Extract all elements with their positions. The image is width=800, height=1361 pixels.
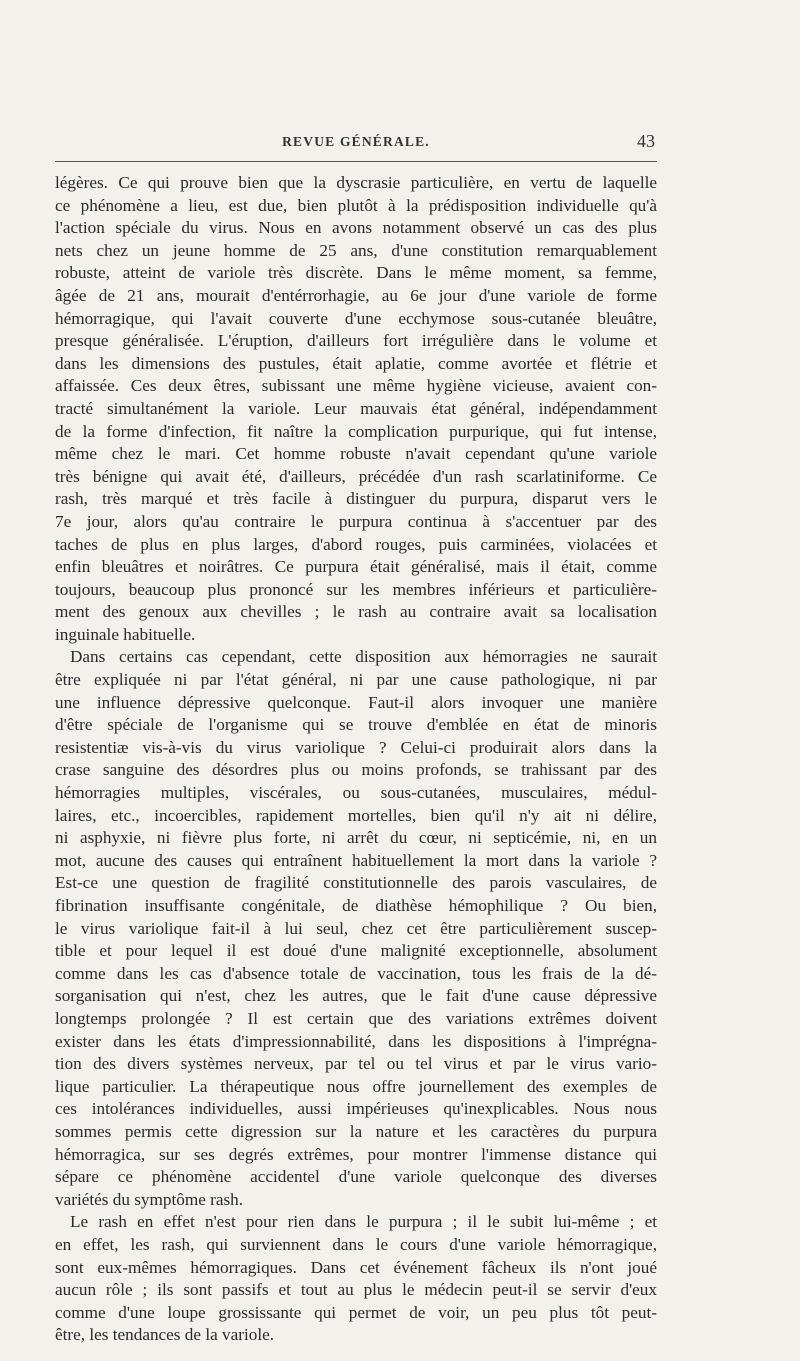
text-line: sommes permis cette digression sur la nature et les caractères du purpura — [55, 1121, 657, 1141]
text-line: même chez le mari. Cet homme robuste n'avait cependant qu'une variole — [55, 444, 657, 464]
text-line: sépare ce phénomène accidentel d'une variole quelconque des diverses — [55, 1167, 657, 1187]
text-line: robuste, atteint de variole très discrète. Dans le même moment, sa femme, — [55, 263, 657, 283]
text-line: variétés du symptôme rash. — [55, 1189, 244, 1209]
text-line: en effet, les rash, qui surviennent dans le cours d'une variole hémorragique, — [55, 1234, 657, 1254]
page-header — [55, 130, 657, 156]
text-line: âgée de 21 ans, mourait d'entérrorhagie, au 6e jour d'une variole de forme — [55, 285, 657, 305]
text-line: le virus variolique fait-il à lui seul, chez cet être particulièrement suscep- — [55, 918, 657, 938]
text-line: aucun rôle ; ils sont passifs et tout au plus le médecin peut-il se servir d'eux — [55, 1280, 657, 1300]
text-line: tion des divers systèmes nerveux, par tel ou tel virus et par le virus vario- — [55, 1054, 657, 1074]
text-line: comme dans les cas d'absence totale de vaccination, tous les frais de la dé- — [55, 963, 657, 983]
text-line: enfin bleuâtres et noirâtres. Ce purpura était généralisé, mais il était, comme — [55, 557, 657, 577]
text-line: être, les tendances de la variole. — [55, 1325, 275, 1345]
text-line: hémorragique, qui l'avait couverte d'une ecchymose sous-cutanée bleuâtre, — [55, 308, 657, 328]
header-rule — [55, 161, 657, 162]
text-line: ni asphyxie, ni fièvre plus forte, ni arrêt du cœur, ni septicémie, ni, en un — [55, 828, 657, 848]
text-line: affaissée. Ces deux êtres, subissant une même hygiène vicieuse, avaient con- — [55, 376, 657, 396]
body-text — [55, 172, 657, 1347]
paragraph — [55, 646, 657, 1211]
text-line: ce phénomène a lieu, est due, bien plutôt à la prédisposition individuelle qu'à — [55, 195, 657, 215]
text-line: crase sanguine des désordres plus ou moins profonds, se trahissant par des — [55, 760, 657, 780]
text-line: l'action spéciale du virus. Nous en avons notamment observé un cas des plus — [55, 218, 657, 238]
text-line: resistentiæ vis-à-vis du virus variolique ? Celui-ci produirait alors dans la — [55, 737, 657, 757]
text-line: d'être spéciale de l'organisme qui se trouve d'emblée en état de minoris — [55, 715, 657, 735]
text-line: être expliquée ni par l'état général, ni par une cause pathologique, ni par — [55, 670, 657, 690]
text-line: longtemps prolongée ? Il est certain que des variations extrêmes doivent — [55, 1008, 657, 1028]
running-title: REVUE GÉNÉRALE. — [282, 134, 430, 149]
text-line: hémorragica, sur ses degrés extrêmes, pour montrer l'immense distance qui — [55, 1144, 657, 1164]
text-line: laires, etc., incoercibles, rapidement mortelles, bien qu'il n'y ait ni délire, — [55, 805, 657, 825]
text-line: ces intolérances individuelles, aussi impérieuses qu'inexplicables. Nous nous — [55, 1099, 657, 1119]
text-line: inguinale habituelle. — [55, 624, 196, 644]
text-line: comme d'une loupe grossissante qui permet de voir, un peu plus tôt peut- — [55, 1302, 657, 1322]
text-line: taches de plus en plus larges, d'abord rouges, puis carminées, violacées et — [55, 534, 657, 554]
text-line: ment des genoux aux chevilles ; le rash au contraire avait sa localisation — [55, 602, 657, 622]
text-line: 7e jour, alors qu'au contraire le purpura continua à s'accentuer par des — [55, 511, 657, 531]
text-line: tracté simultanément la variole. Leur mauvais état général, indépendamment — [55, 398, 657, 418]
text-line: mot, aucune des causes qui entraînent habituellement la mort dans la variole ? — [55, 850, 657, 870]
text-line: Est-ce une question de fragilité constitutionnelle des parois vasculaires, de — [55, 873, 657, 893]
text-line: Dans certains cas cependant, cette disposition aux hémorragies ne saurait — [70, 647, 657, 667]
text-line: une influence dépressive quelconque. Faut-il alors invoquer une manière — [55, 692, 657, 712]
text-line: dans les dimensions des pustules, était aplatie, comme avortée et flétrie et — [55, 353, 657, 373]
text-line: rash, très marqué et très facile à distinguer du purpura, disparut vers le — [55, 489, 657, 509]
text-line: hémorragies multiples, viscérales, ou sous-cutanées, musculaires, médul- — [55, 783, 657, 803]
paragraph — [55, 1211, 657, 1347]
text-line: presque généralisée. L'éruption, d'ailleurs fort irrégulière dans le volume et — [55, 331, 657, 351]
text-line: toujours, beaucoup plus prononcé sur les membres inférieurs et particulière- — [55, 579, 657, 599]
text-line: lique particulier. La thérapeutique nous offre journellement des exemples de — [55, 1076, 657, 1096]
text-line: très bénigne qui avait été, d'ailleurs, précédée d'un rash scarlatiniforme. Ce — [55, 466, 657, 486]
text-line: exister dans les états d'impressionnabilité, dans les dispositions à l'imprégna- — [55, 1031, 657, 1051]
text-line: sorganisation qui n'est, chez les autres, que le fait d'une cause dépressive — [55, 986, 657, 1006]
text-line: tible et pour lequel il est doué d'une malignité exceptionnelle, absolument — [55, 941, 657, 961]
text-line: de la forme d'infection, fit naître la complication purpurique, qui fut intense, — [55, 421, 657, 441]
text-line: fibrination insuffisante congénitale, de diathèse hémophilique ? Ou bien, — [55, 896, 657, 915]
text-line: sont eux-mêmes hémorragiques. Dans cet événement fâcheux ils n'ont joué — [55, 1257, 657, 1277]
text-line: nets chez un jeune homme de 25 ans, d'une constitution remarquablement — [55, 240, 657, 260]
paragraph — [55, 172, 657, 646]
text-line: Le rash en effet n'est pour rien dans le purpura ; il le subit lui-même ; et — [70, 1212, 657, 1232]
page-number: 43 — [637, 131, 655, 151]
text-line: légères. Ce qui prouve bien que la dyscrasie particulière, en vertu de laquelle — [55, 173, 657, 192]
